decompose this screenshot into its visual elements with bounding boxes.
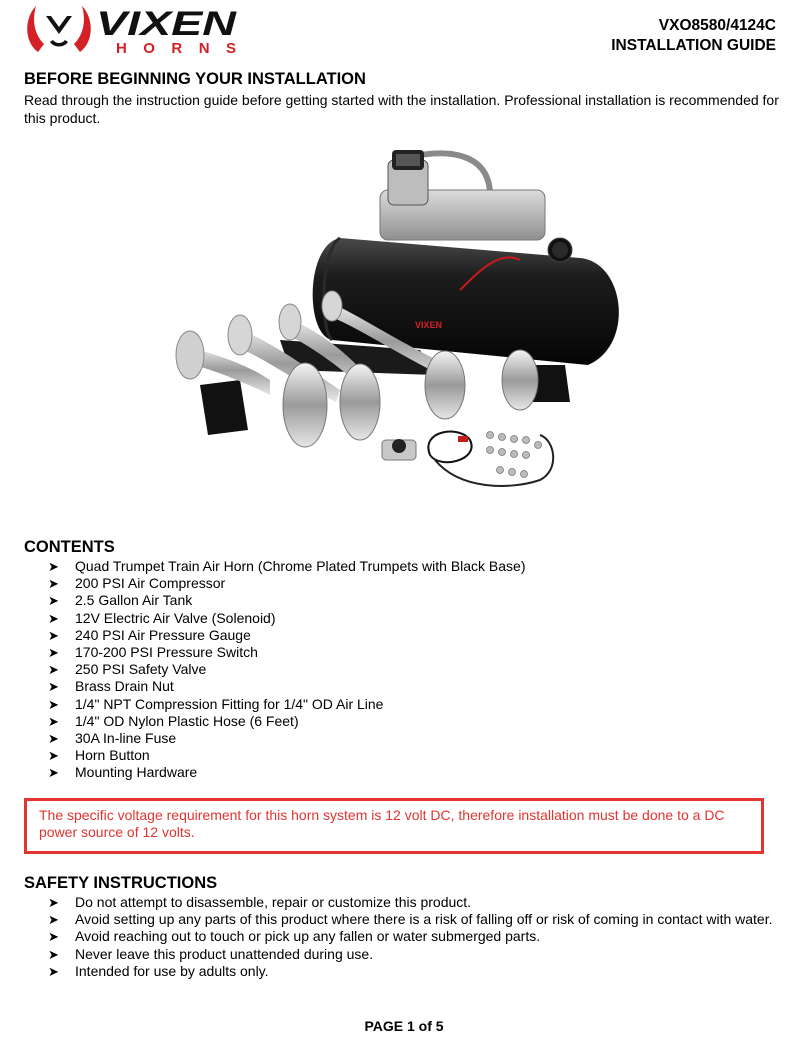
arrow-bullet-icon: ➤: [48, 610, 59, 626]
svg-text:VIXEN: VIXEN: [96, 5, 238, 43]
document-header: [611, 16, 776, 56]
list-item: ➤ Do not attempt to disassemble, repair or customize this product.: [48, 894, 472, 910]
arrow-bullet-icon: ➤: [48, 946, 59, 962]
arrow-bullet-icon: ➤: [48, 576, 59, 592]
contents-title: CONTENTS: [24, 538, 115, 556]
list-item: ➤ Brass Drain Nut: [48, 678, 174, 695]
arrow-bullet-icon: ➤: [48, 662, 59, 678]
arrow-bullet-icon: ➤: [48, 731, 59, 747]
arrow-bullet-icon: ➤: [48, 559, 59, 574]
arrow-bullet-icon: ➤: [48, 963, 59, 979]
list-item: ➤ Horn Button: [48, 747, 150, 764]
contents-list: [48, 558, 526, 782]
arrow-bullet-icon: ➤: [48, 929, 59, 945]
document-type: INSTALLATION GUIDE: [611, 37, 776, 54]
tank-logo: VIXEN: [415, 320, 443, 330]
product-image: [160, 140, 660, 530]
arrow-bullet-icon: ➤: [48, 627, 59, 643]
arrow-bullet-icon: ➤: [48, 593, 59, 609]
list-item: ➤ Intended for use by adults only.: [48, 962, 269, 979]
intro-title: BEFORE BEGINNING YOUR INSTALLATION: [24, 70, 366, 88]
list-item: ➤ 250 PSI Safety Valve: [48, 661, 207, 678]
arrow-bullet-icon: ➤: [48, 748, 59, 764]
voltage-notice: The specific voltage requirement for this horn system is 12 volt DC, therefore installation must be done to a DC power source of 12 volts.: [24, 798, 764, 854]
list-item: ➤ 200 PSI Air Compressor: [48, 575, 226, 592]
list-item: ➤ 1/4" OD Nylon Plastic Hose (6 Feet): [48, 712, 299, 729]
list-item: ➤ Avoid setting up any parts of this product where there is a risk of falling off or risk of coming in contact with water.: [48, 911, 773, 928]
arrow-bullet-icon: ➤: [48, 895, 59, 910]
arrow-bullet-icon: ➤: [48, 679, 59, 695]
safety-list: [48, 894, 773, 980]
list-item: ➤ 30A In-line Fuse: [48, 730, 177, 747]
list-item: ➤ 2.5 Gallon Air Tank: [48, 592, 193, 609]
arrow-bullet-icon: ➤: [48, 696, 59, 712]
model-number: VXO8580/4124C: [658, 17, 776, 34]
vixen-horns-logo: [24, 2, 244, 56]
arrow-bullet-icon: ➤: [48, 645, 59, 661]
list-item: ➤ Quad Trumpet Train Air Horn (Chrome Plated Trumpets with Black Base): [48, 558, 526, 574]
list-item: ➤ 240 PSI Air Pressure Gauge: [48, 626, 251, 643]
list-item: ➤ Mounting Hardware: [48, 764, 198, 781]
list-item: ➤ Avoid reaching out to touch or pick up any fallen or water submerged parts.: [48, 928, 541, 945]
arrow-bullet-icon: ➤: [48, 713, 59, 729]
list-item: ➤ Never leave this product unattended during use.: [48, 945, 374, 962]
list-item: ➤ 170-200 PSI Pressure Switch: [48, 644, 258, 661]
intro-text: Read through the instruction guide before getting started with the installation. Professional installation is recommended for this product.: [24, 92, 779, 126]
page-number: PAGE 1 of 5: [364, 1018, 444, 1034]
list-item: ➤ 1/4" NPT Compression Fitting for 1/4" OD Air Line: [48, 695, 384, 712]
arrow-bullet-icon: ➤: [48, 912, 59, 928]
arrow-bullet-icon: ➤: [48, 765, 59, 781]
safety-title: SAFETY INSTRUCTIONS: [24, 874, 218, 892]
list-item: ➤ 12V Electric Air Valve (Solenoid): [48, 609, 276, 626]
svg-text:HORNS: HORNS: [116, 40, 236, 56]
